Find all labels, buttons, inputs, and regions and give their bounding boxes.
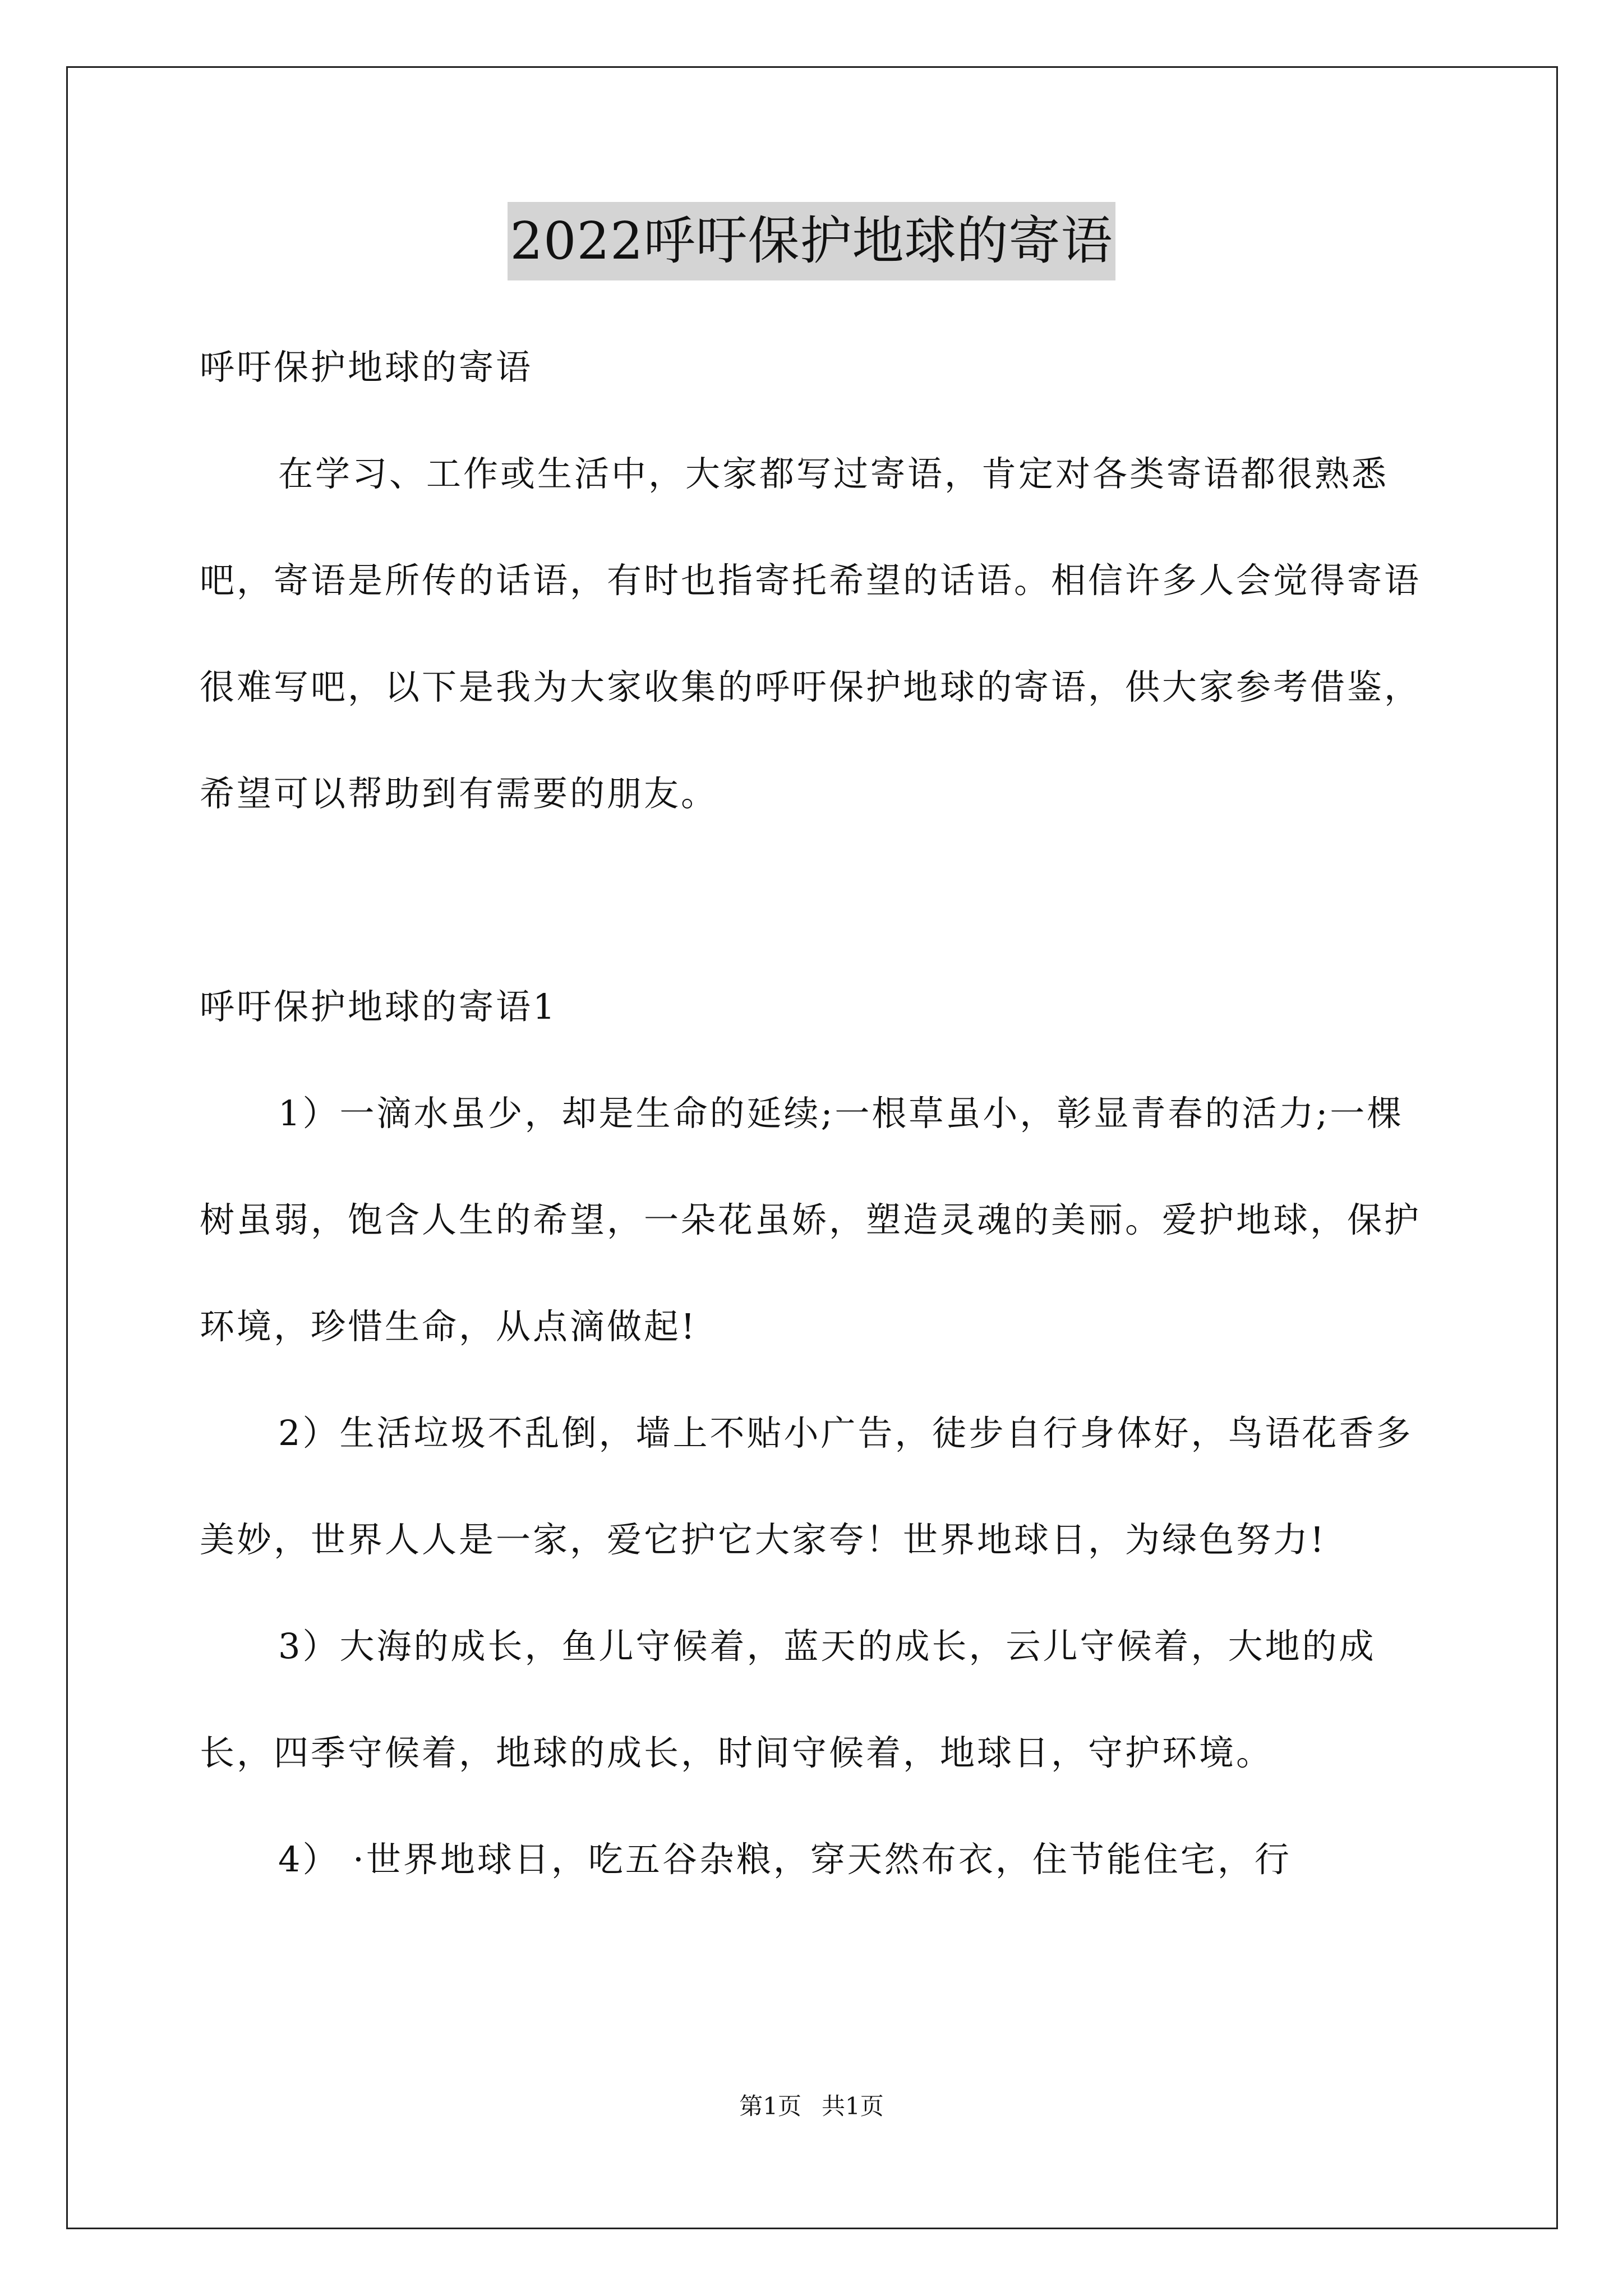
document-subtitle: 呼吁保护地球的寄语 [200, 347, 533, 388]
list-item: 1）一滴水虽少，却是生命的延续;一根草虽小，彰显青春的活力;一棵树虽弱，饱含人生的希望，一朵花虽娇，塑造灵魂的美丽。爱护地球，保护环境，珍惜生命，从点滴做起! [200, 1093, 1422, 1347]
list-item: 2）生活垃圾不乱倒，墙上不贴小广告，徒步自行身体好，鸟语花香多美妙，世界人人是一家，爱它护它大家夸！世界地球日，为绿色努力! [200, 1412, 1413, 1560]
list-item: 4） ·世界地球日，吃五谷杂粮，穿天然布衣，住节能住宅，行 [278, 1839, 1292, 1880]
intro-paragraph: 在学习、工作或生活中，大家都写过寄语，肯定对各类寄语都很熟悉吧，寄语是所传的话语，有时也指寄托希望的话语。相信许多人会觉得寄语很难写吧，以下是我为大家收集的呼吁保护地球的寄语，供大家参考借鉴，希望可以帮助到有需要的朋友。 [200, 453, 1422, 814]
document-title: 2022呼吁保护地球的寄语 [508, 202, 1115, 280]
title-container [0, 202, 1623, 280]
section-heading: 呼吁保护地球的寄语1 [200, 986, 557, 1027]
page-number: 第1页 [739, 2092, 801, 2120]
list-item: 3）大海的成长，鱼儿守候着，蓝天的成长，云儿守候着，大地的成长，四季守候着，地球的成长，时间守候着，地球日，守护环境。 [200, 1626, 1376, 1773]
page-footer [0, 2090, 1623, 2123]
document-body [200, 314, 1429, 1913]
page-total: 共1页 [822, 2092, 884, 2120]
